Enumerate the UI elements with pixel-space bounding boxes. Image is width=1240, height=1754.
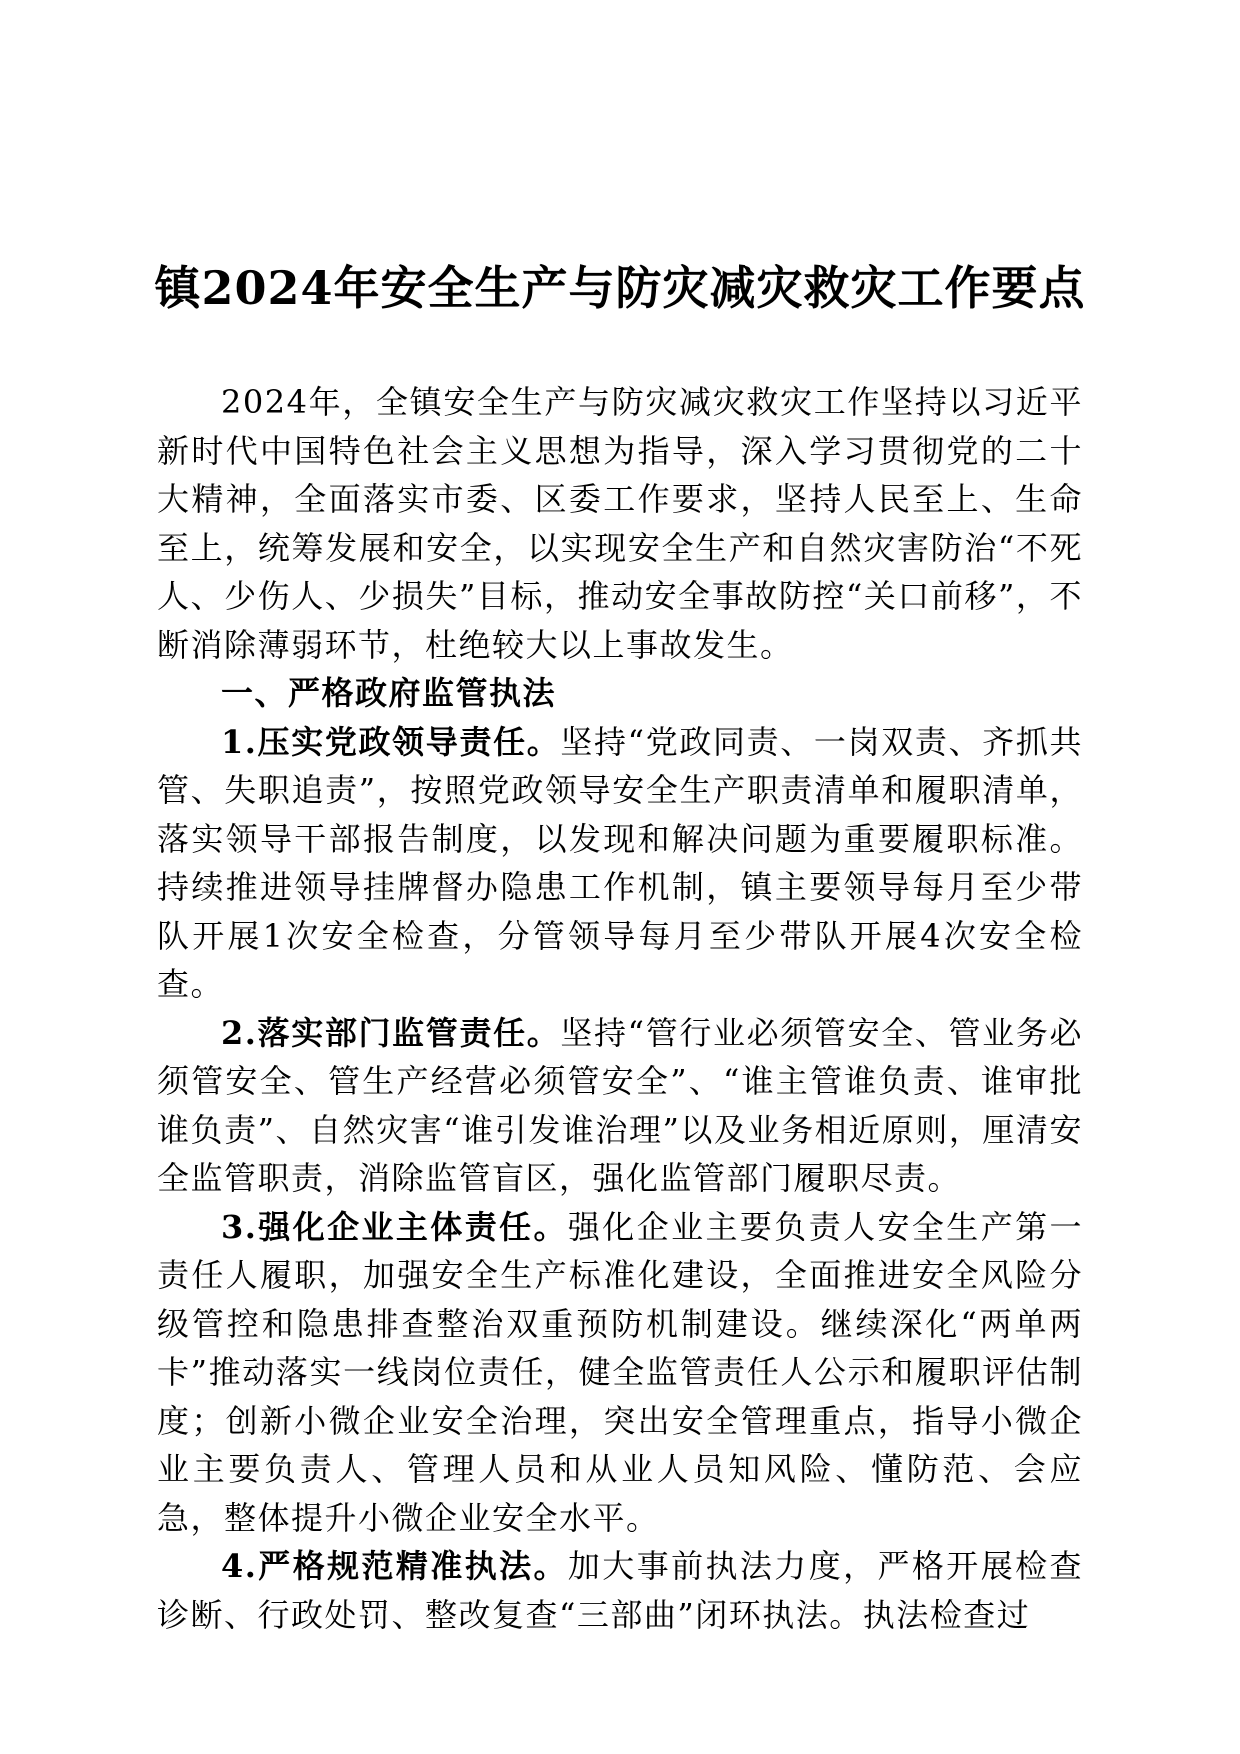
document-title: 镇2024年安全生产与防灾减灾救灾工作要点 (154, 261, 1086, 315)
item-paragraph-2 (157, 1009, 1083, 1203)
item-lead: 3.强化企业主体责任。 (221, 1207, 568, 1246)
document-body (157, 378, 1083, 1639)
item-lead: 2.落实部门监管责任。 (221, 1013, 561, 1052)
item-text: 坚持“党政同责、一岗双责、齐抓共管、失职追责”，按照党政领导安全生产职责清单和履职清单，落实领导干部报告制度，以发现和解决问题为重要履职标准。持续推进领导挂牌督办隐患工作机制，镇主要领导每月至少带队开展1次安全检查，分管领导每月至少带队开展4次安全检查。 (157, 722, 1083, 1003)
item-paragraph-1 (157, 718, 1083, 1009)
item-paragraph-3 (157, 1203, 1083, 1543)
item-paragraph-4 (157, 1542, 1083, 1639)
item-text: 强化企业主要负责人安全生产第一责任人履职，加强安全生产标准化建设，全面推进安全风险分级管控和隐患排查整治双重预防机制建设。继续深化“两单两卡”推动落实一线岗位责任，健全监管责任人公示和履职评估制度；创新小微企业安全治理，突出安全管理重点，指导小微企业主要负责人、管理人员和从业人员知风险、懂防范、会应急，整体提升小微企业安全水平。 (157, 1207, 1083, 1537)
item-text: 坚持“管行业必须管安全、管业务必须管安全、管生产经营必须管安全”、“谁主管谁负责、谁审批谁负责”、自然灾害“谁引发谁治理”以及业务相近原则，厘清安全监管职责，消除监管盲区，强化监管部门履职尽责。 (157, 1013, 1083, 1197)
intro-paragraph: 2024年，全镇安全生产与防灾减灾救灾工作坚持以习近平新时代中国特色社会主义思想为指导，深入学习贯彻党的二十大精神，全面落实市委、区委工作要求，坚持人民至上、生命至上，统筹发展和安全，以实现安全生产和自然灾害防治“不死人、少伤人、少损失”目标，推动安全事故防控“关口前移”，不断消除薄弱环节，杜绝较大以上事故发生。 (157, 383, 1083, 664)
item-lead: 4.严格规范精准执法。 (221, 1547, 568, 1585)
item-lead: 1.压实党政领导责任。 (221, 722, 561, 761)
item-text: 加大事前执法力度，严格开展检查诊断、行政处罚、整改复查“三部曲”闭环执法。执法检查过 (157, 1547, 1083, 1634)
section-heading: 一、严格政府监管执法 (221, 674, 557, 712)
